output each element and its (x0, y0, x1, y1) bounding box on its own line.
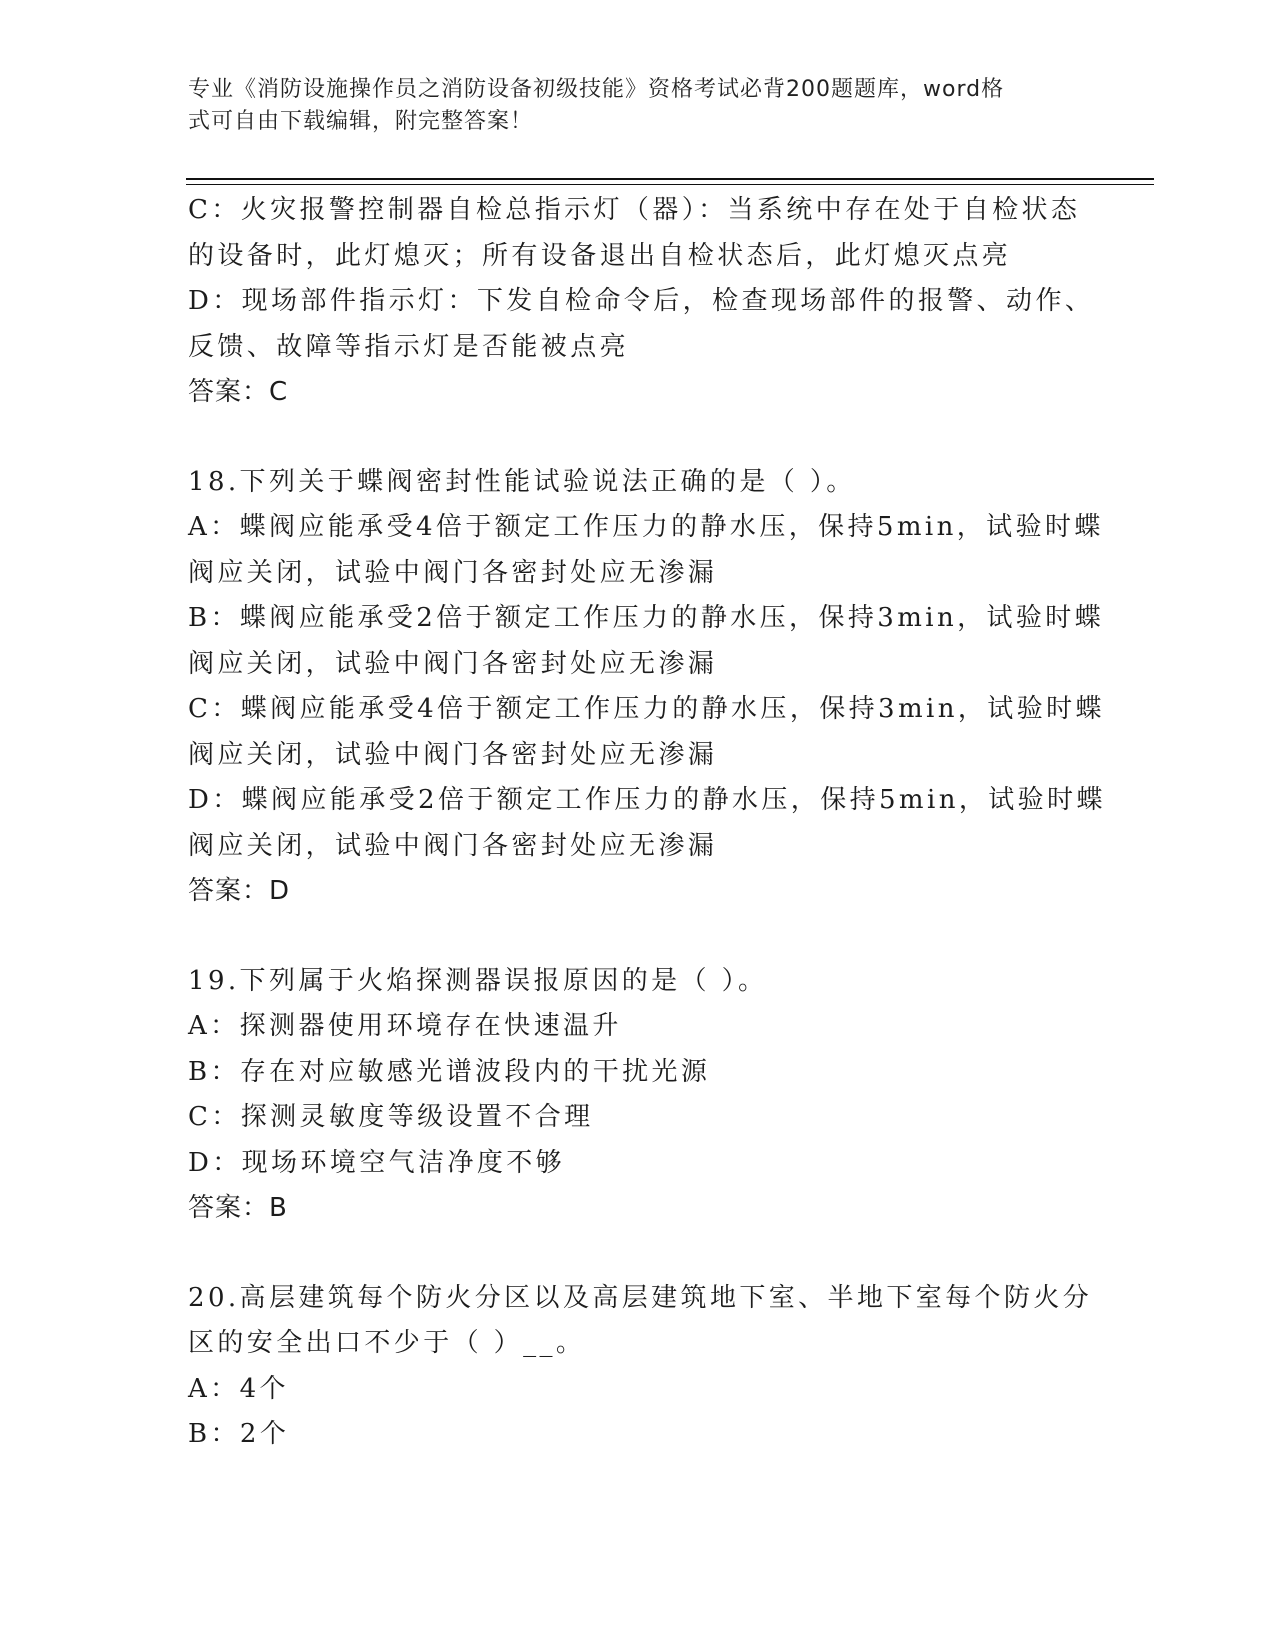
option-line: 的设备时，此灯熄灭；所有设备退出自检状态后，此灯熄灭点亮 (188, 240, 1012, 271)
option-c (188, 188, 1128, 279)
document-body (188, 188, 1128, 1458)
option-line: 阀应关闭，试验中阀门各密封处应无渗漏 (188, 557, 718, 588)
option-line: 阀应关闭，试验中阀门各密封处应无渗漏 (188, 648, 718, 679)
option-line: D：蝶阀应能承受2倍于额定工作压力的静水压，保持5min，试验时蝶 (188, 785, 1106, 815)
option-a: A：探测器使用环境存在快速温升 (188, 1011, 622, 1041)
document-header (188, 74, 1068, 138)
header-line-1: 专业《消防设施操作员之消防设备初级技能》资格考试必背200题题库，word格 (188, 77, 1005, 102)
option-b: B：存在对应敏感光谱波段内的干扰光源 (188, 1056, 711, 1087)
option-line: 阀应关闭，试验中阀门各密封处应无渗漏 (188, 830, 718, 861)
option-d (188, 279, 1128, 370)
option-line: C：蝶阀应能承受4倍于额定工作压力的静水压，保持3min，试验时蝶 (188, 694, 1105, 724)
header-rule-thick (186, 178, 1154, 180)
spacer (188, 416, 1128, 460)
question-stem: 18.下列关于蝶阀密封性能试验说法正确的是（ ）。 (188, 466, 856, 497)
option-line: A：蝶阀应能承受4倍于额定工作压力的静水压，保持5min，试验时蝶 (188, 512, 1104, 542)
question-20 (188, 1276, 1128, 1458)
option-b (188, 596, 1128, 687)
option-d: D：现场环境空气洁净度不够 (188, 1147, 566, 1178)
question-stem: 20.高层建筑每个防火分区以及高层建筑地下室、半地下室每个防火分 (188, 1282, 1093, 1313)
question-stem: 区的安全出口不少于（ ）__。 (188, 1328, 586, 1358)
spacer (188, 915, 1128, 959)
option-c (188, 687, 1128, 778)
question-17-continued (188, 188, 1128, 416)
option-a: A：4个 (188, 1373, 289, 1404)
option-line: B：蝶阀应能承受2倍于额定工作压力的静水压，保持3min，试验时蝶 (188, 603, 1105, 633)
question-stem: 19.下列属于火焰探测器误报原因的是（ ）。 (188, 965, 768, 996)
answer-line: 答案：C (188, 377, 289, 407)
option-line: D：现场部件指示灯：下发自检命令后，检查现场部件的报警、动作、 (188, 286, 1095, 316)
spacer (188, 1232, 1128, 1276)
question-18 (188, 460, 1128, 915)
option-line: 阀应关闭，试验中阀门各密封处应无渗漏 (188, 739, 718, 770)
header-rule-thin (186, 184, 1154, 185)
option-d (188, 778, 1128, 869)
option-a (188, 505, 1128, 596)
option-line: C：火灾报警控制器自检总指示灯（器）：当系统中存在处于自检状态 (188, 195, 1081, 225)
answer-line: 答案：D (188, 876, 291, 906)
option-c: C：探测灵敏度等级设置不合理 (188, 1102, 594, 1132)
question-19 (188, 959, 1128, 1232)
option-line: 反馈、故障等指示灯是否能被点亮 (188, 331, 630, 362)
answer-line: 答案：B (188, 1193, 288, 1223)
option-b: B：2个 (188, 1419, 290, 1449)
header-line-2: 式可自由下载编辑，附完整答案！ (188, 109, 534, 134)
